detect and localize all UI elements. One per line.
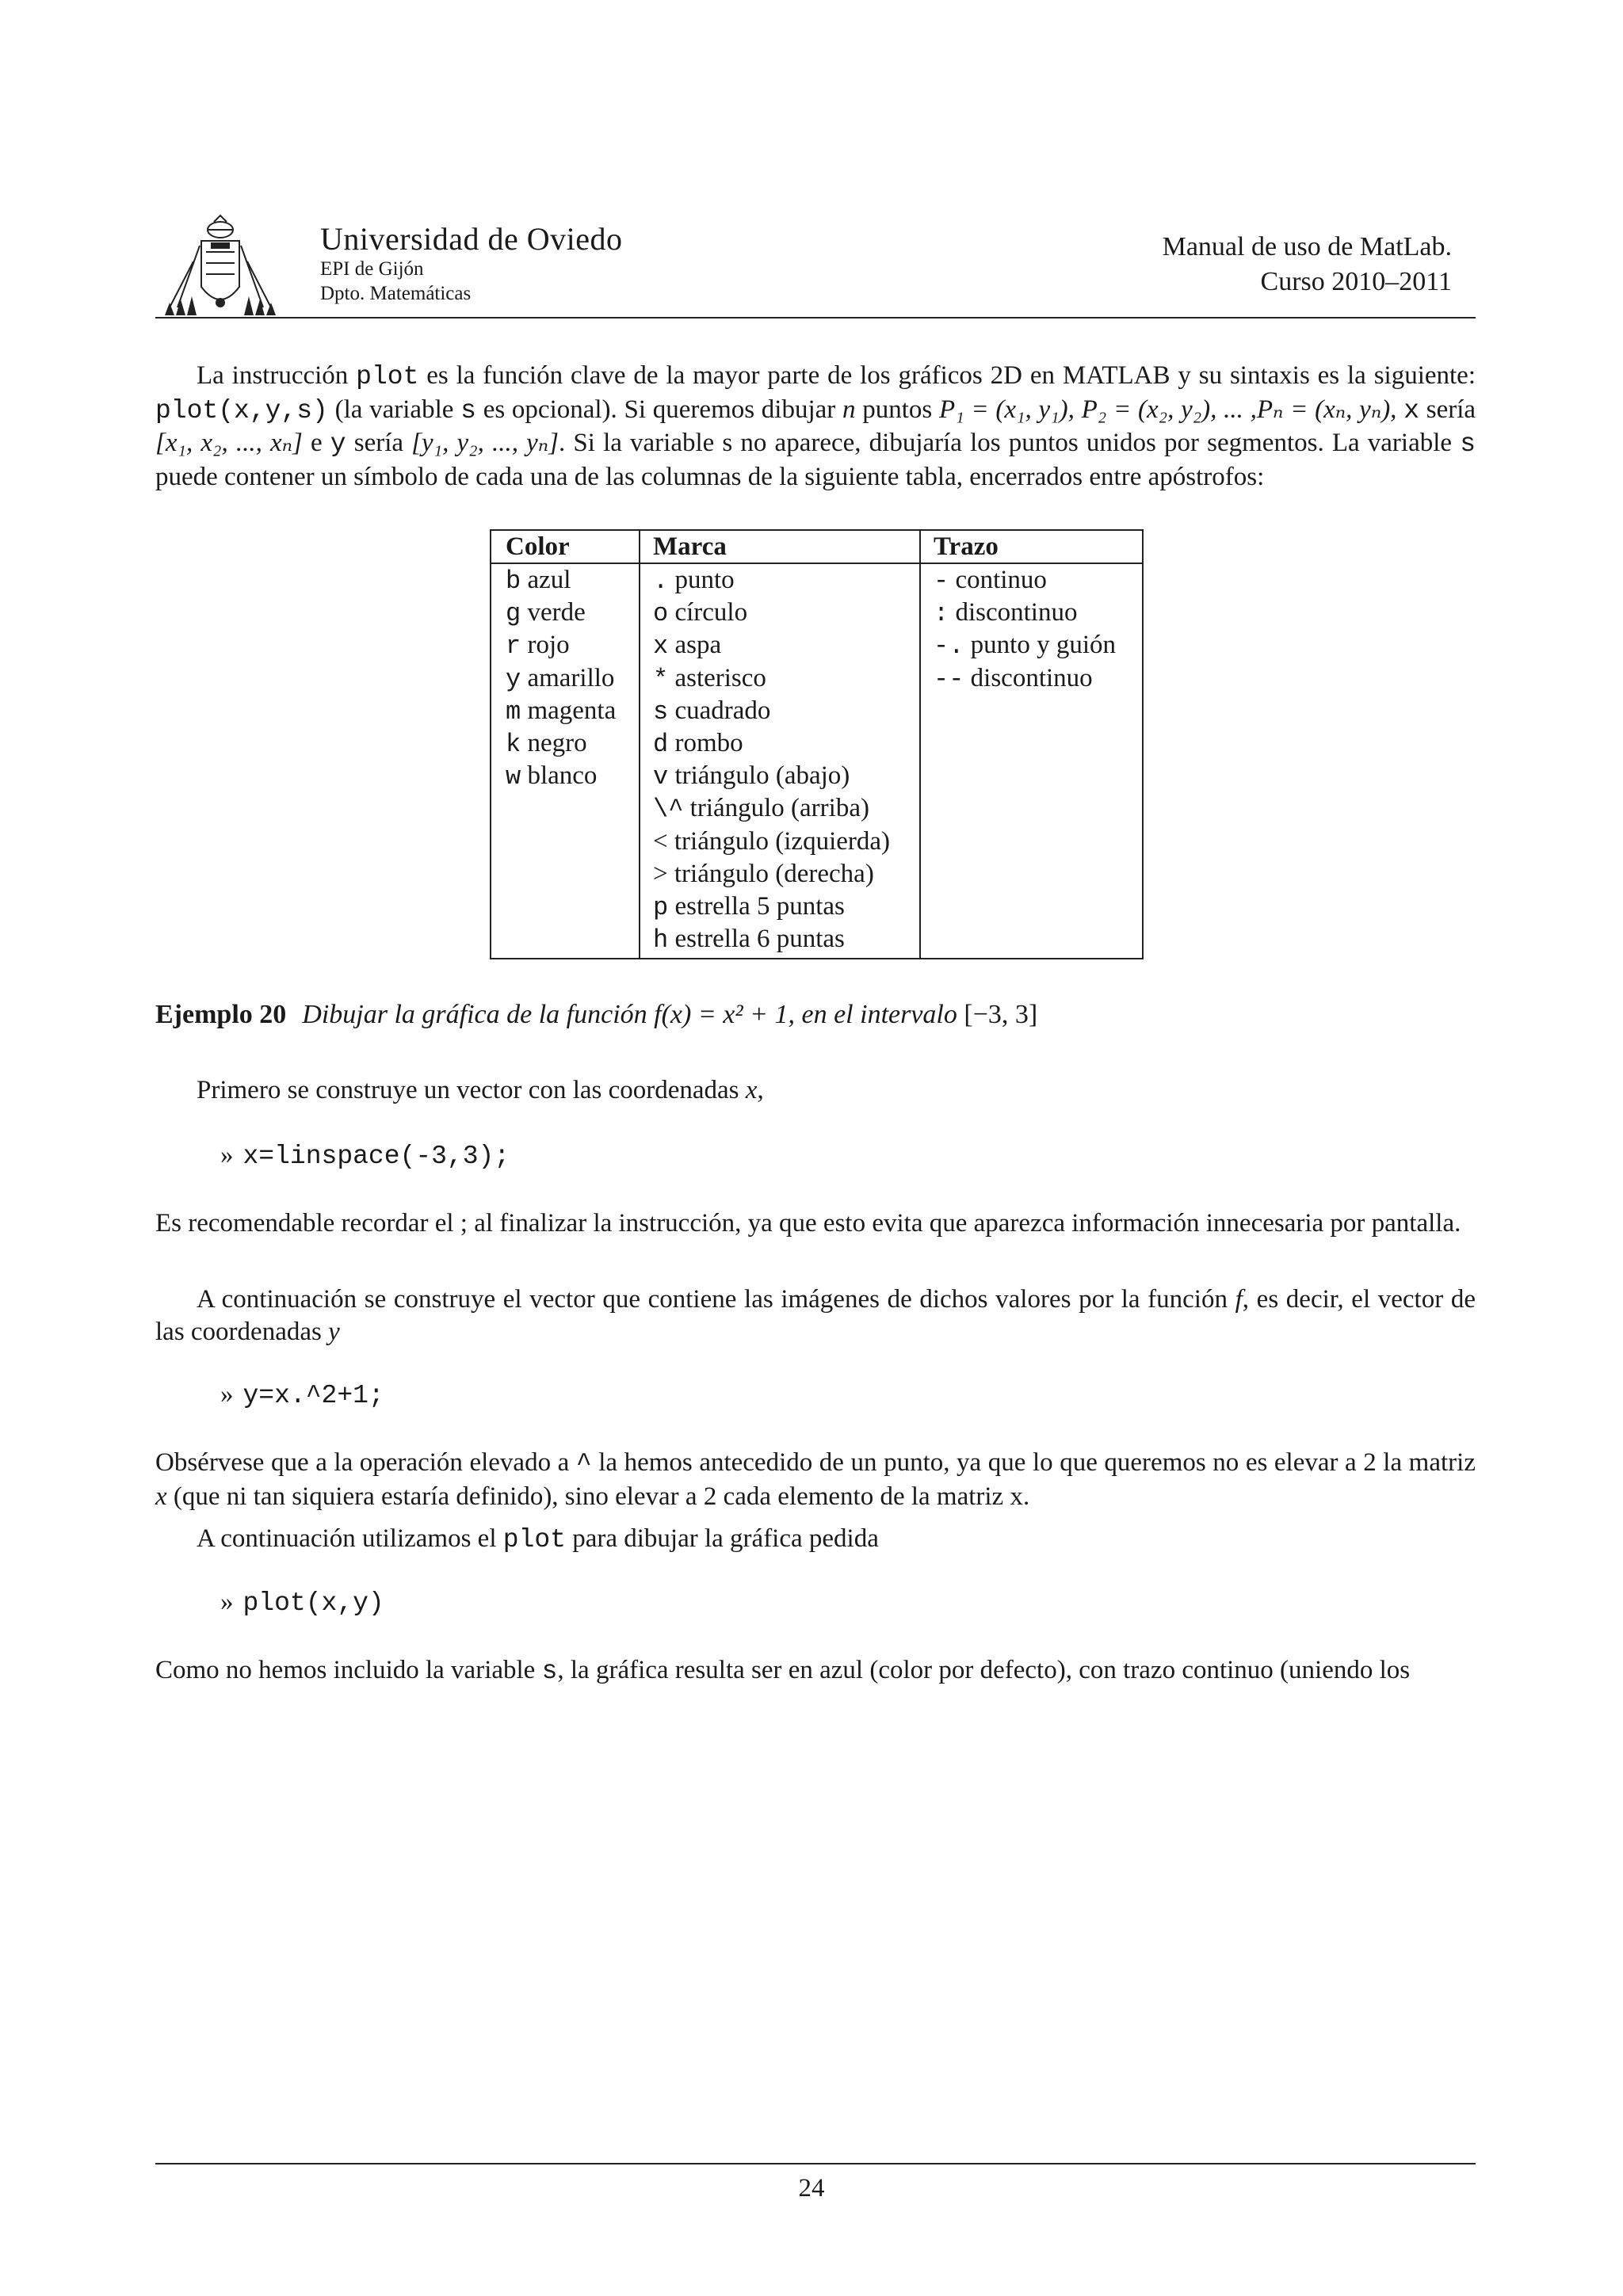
- page-number: 24: [798, 2174, 825, 2203]
- page-header: [155, 208, 1476, 318]
- table-column-trazo: [919, 531, 1142, 958]
- table-header-trazo: Trazo: [919, 531, 1142, 564]
- table-cell: < triángulo (izquierda): [653, 826, 891, 856]
- school-name: EPI de Gijón: [320, 258, 424, 280]
- paragraph-1: Primero se construye un vector con las coordenadas x,: [197, 1076, 764, 1104]
- table-cell: g verde: [506, 598, 586, 629]
- paragraph-5: A continuación utilizamos el plot para dibujar la gráfica pedida: [197, 1524, 879, 1554]
- code-line-1: » x=linspace(-3,3);: [220, 1141, 510, 1171]
- table-cell: h estrella 6 puntas: [653, 925, 845, 955]
- table-cell: y amarillo: [506, 663, 615, 694]
- table-cell: x aspa: [653, 631, 722, 662]
- document-info: [1163, 230, 1452, 299]
- table-cell: : discontinuo: [934, 598, 1078, 629]
- table-cell: m magenta: [506, 696, 617, 727]
- table-cell: . punto: [653, 566, 735, 596]
- table-cell: - continuo: [934, 566, 1047, 596]
- example-heading: Ejemplo 20 Dibujar la gráfica de la función f(x) = x² + 1, en el intervalo [−3, 3]: [155, 1000, 1038, 1029]
- code-line-3: » plot(x,y): [220, 1588, 384, 1618]
- math-yvec: [y₁, y₂, ..., yₙ]: [411, 429, 559, 457]
- math-xvec: [x₁, x₂, ..., xₙ]: [155, 429, 303, 457]
- paragraph-4: Obsérvese que a la operación elevado a ^ la hemos antecedido de un punto, ya que lo que queremos no es elevar a 2 la matriz x (que ni tan siquiera estaría definido), sino elevar a 2 cada elemento de la matriz x.: [155, 1448, 1476, 1511]
- table-cell: s cuadrado: [653, 696, 771, 727]
- table-column-marca: [639, 531, 921, 958]
- code-text: y=x.^2+1;: [242, 1381, 384, 1410]
- table-cell: p estrella 5 puntas: [653, 891, 845, 922]
- table-cell: v triángulo (abajo): [653, 761, 850, 792]
- table-cell: * asterisco: [653, 663, 766, 694]
- code-text: x=linspace(-3,3);: [242, 1142, 510, 1171]
- table-cell: k negro: [506, 728, 587, 759]
- table-cell: \^ triángulo (arriba): [653, 794, 869, 825]
- header-divider: [155, 317, 1476, 318]
- department-name: Dpto. Matemáticas: [320, 283, 472, 304]
- inline-code: plot: [356, 362, 419, 391]
- code-text: plot(x,y): [242, 1589, 384, 1618]
- math-interval: [−3, 3]: [964, 1000, 1038, 1029]
- plot-options-table: [490, 529, 1144, 959]
- inline-code: s: [460, 395, 476, 425]
- table-header-marca: Marca: [639, 531, 919, 564]
- university-block: [320, 222, 623, 306]
- table-cell: d rombo: [653, 728, 743, 759]
- table-cell: w blanco: [506, 761, 598, 792]
- course-label: Curso 2010–2011: [1260, 267, 1452, 296]
- intro-paragraph: La instrucción plot es la función clave de la mayor parte de los gráficos 2D en MATLAB y su sintaxis es la siguiente: plot(x,y,s) (la variable s es opcional). Si queremos dibujar n puntos P₁ = (x₁, y₁), P₂ = (x₂, y₂), ... ,Pₙ = (xₙ, yₙ), x sería [x₁, x₂, ..., xₙ] e y sería [y₁, y₂, ..., yₙ]. Si la variable s no aparece, dibujaría los puntos unidos por segmentos. La variable s puede contener un símbolo de cada una de las columnas de la siguiente tabla, encerrados entre apóstrofos:: [155, 361, 1476, 491]
- table-header-color: Color: [491, 531, 639, 564]
- table-cell: -. punto y guión: [934, 631, 1116, 662]
- university-crest-logo: [162, 214, 279, 322]
- paragraph-6: Como no hemos incluido la variable s, la gráfica resulta ser en azul (color por defecto), con trazo continuo (uniendo los: [155, 1656, 1411, 1686]
- math-function: f(x) = x² + 1: [654, 1000, 789, 1029]
- code-line-2: » y=x.^2+1;: [220, 1380, 384, 1410]
- university-name: Universidad de Oviedo: [320, 221, 623, 257]
- math-points: P₁ = (x₁, y₁), P₂ = (x₂, y₂), ... ,Pₙ = (xₙ, yₙ),: [939, 395, 1397, 424]
- paragraph-2: Es recomendable recordar el ; al finalizar la instrucción, ya que esto evita que aparezca información innecesaria por pantalla.: [155, 1209, 1461, 1238]
- inline-code: plot(x,y,s): [155, 395, 328, 425]
- table-cell: -- discontinuo: [934, 663, 1093, 694]
- footer-divider: [155, 2163, 1476, 2164]
- paragraph-3: A continuación se construye el vector que contiene las imágenes de dichos valores por la función f, es decir, el vector de las coordenadas y: [155, 1285, 1476, 1346]
- table-cell: b azul: [506, 566, 571, 596]
- table-column-color: [491, 531, 640, 958]
- table-cell: r rojo: [506, 631, 570, 662]
- table-cell: > triángulo (derecha): [653, 859, 874, 888]
- table-cell: o círculo: [653, 598, 748, 629]
- document-title: Manual de uso de MatLab.: [1162, 232, 1452, 261]
